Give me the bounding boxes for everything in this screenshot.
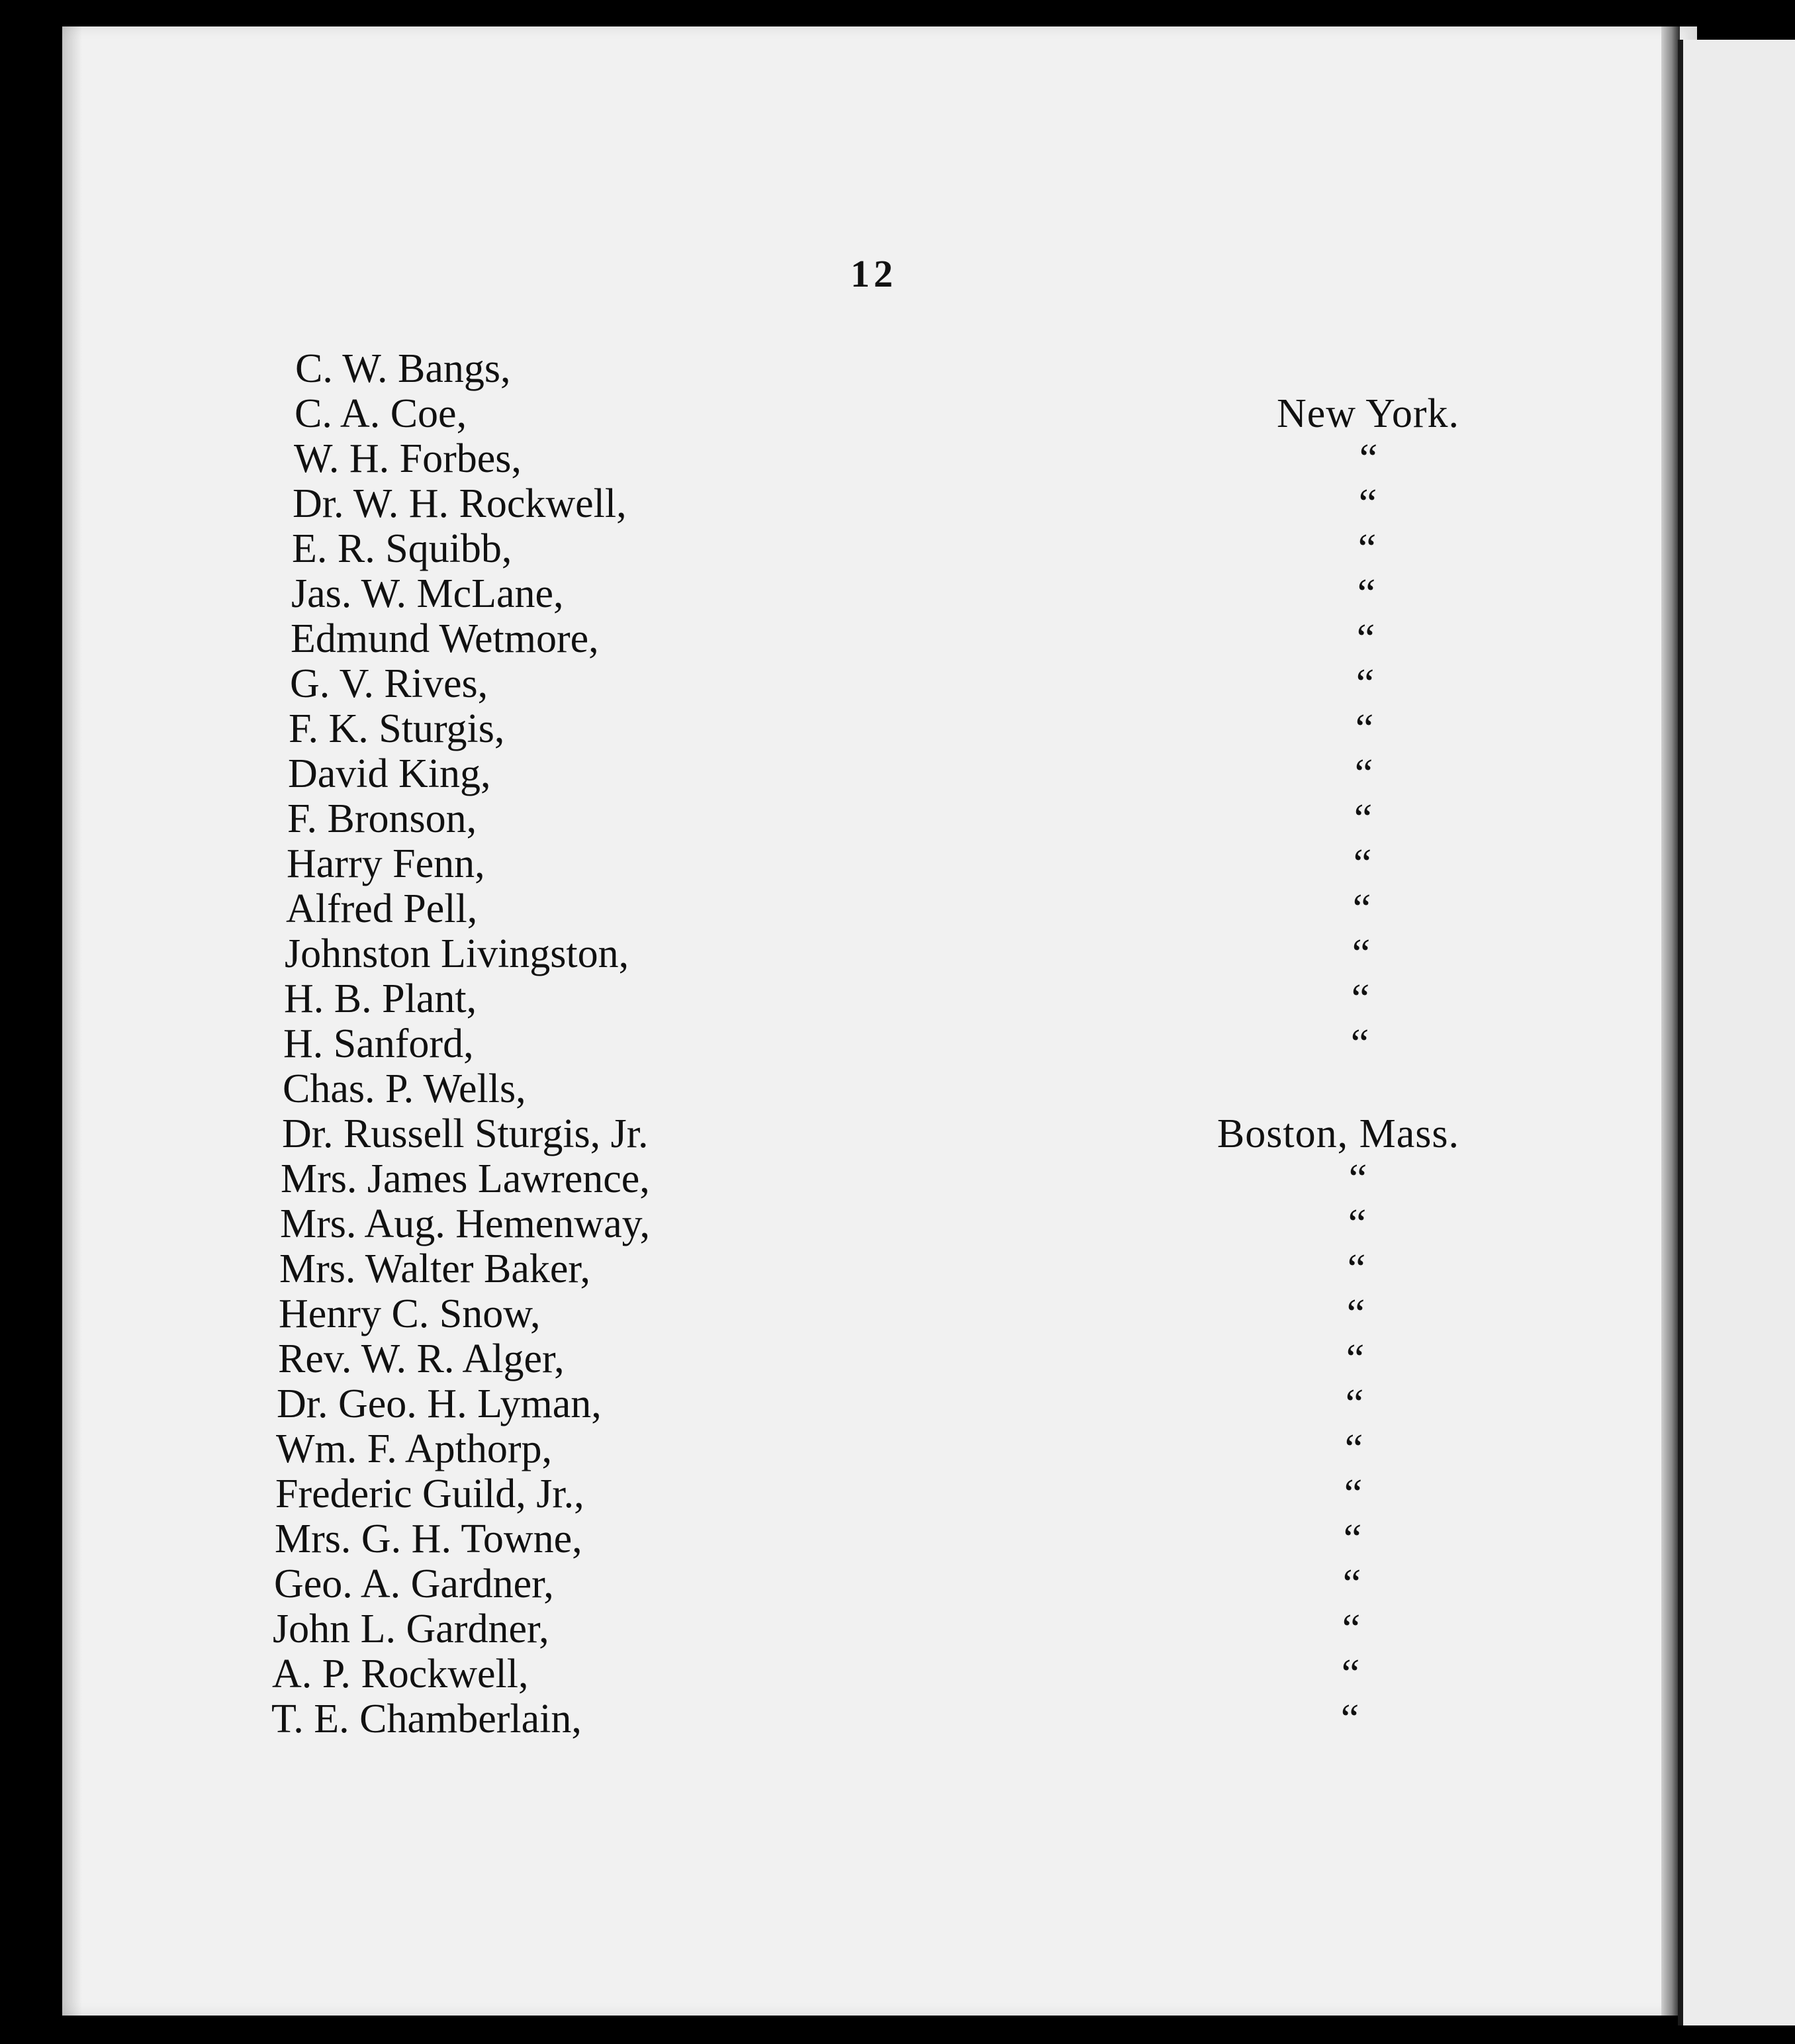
entry-name: Dr. W. H. Rockwell,	[293, 481, 627, 526]
list-entry	[0, 391, 1795, 437]
list-entry	[0, 1246, 1795, 1292]
list-entry	[0, 1561, 1795, 1607]
entry-name: Mrs. Aug. Hemenway,	[280, 1201, 651, 1246]
entry-name: H. B. Plant,	[284, 976, 477, 1021]
entry-place: Boston, Mass.	[1217, 1111, 1459, 1156]
list-entry	[0, 1696, 1795, 1742]
ditto-mark: “	[1342, 1606, 1361, 1651]
list-entry	[0, 841, 1795, 887]
list-entry	[0, 931, 1795, 977]
list-entry	[0, 886, 1795, 932]
entry-name: F. K. Sturgis,	[289, 706, 505, 751]
list-entry	[0, 1471, 1795, 1517]
ditto-mark: “	[1357, 571, 1377, 616]
ditto-mark: “	[1348, 1201, 1367, 1246]
entry-name: H. Sanford,	[283, 1021, 474, 1066]
list-entry	[0, 1066, 1795, 1112]
list-entry	[0, 1201, 1795, 1247]
ditto-mark: “	[1348, 1156, 1368, 1201]
entry-name: Chas. P. Wells,	[283, 1066, 526, 1111]
list-entry	[0, 1111, 1795, 1157]
entry-name: A. P. Rockwell,	[272, 1651, 529, 1696]
entry-name: C. W. Bangs,	[295, 346, 511, 391]
ditto-mark: “	[1354, 796, 1373, 841]
list-entry	[0, 751, 1795, 797]
list-entry	[0, 1651, 1795, 1697]
entry-name: Harry Fenn,	[287, 841, 485, 886]
entry-name: John L. Gardner,	[273, 1606, 549, 1651]
ditto-mark: “	[1346, 1336, 1365, 1381]
entry-name: Dr. Geo. H. Lyman,	[277, 1381, 602, 1426]
list-entry	[0, 526, 1795, 572]
entry-name: Johnston Livingston,	[285, 931, 629, 976]
list-entry	[0, 346, 1795, 392]
ditto-mark: “	[1342, 1561, 1362, 1606]
list-entry	[0, 1021, 1795, 1067]
page-number: 12	[851, 252, 897, 295]
list-entry	[0, 1336, 1795, 1382]
entry-name: E. R. Squibb,	[292, 526, 512, 571]
ditto-mark: “	[1356, 616, 1376, 661]
entry-name: Frederic Guild, Jr.,	[275, 1471, 584, 1516]
entry-name: Wm. F. Apthorp,	[276, 1426, 552, 1471]
ditto-mark: “	[1352, 931, 1371, 976]
entry-name: David King,	[288, 751, 491, 796]
ditto-mark: “	[1358, 526, 1377, 571]
entry-name: W. H. Forbes,	[294, 436, 522, 481]
list-entry	[0, 1516, 1795, 1562]
entry-name: Mrs. G. H. Towne,	[275, 1516, 582, 1561]
entry-name: C. A. Coe,	[295, 391, 467, 436]
list-entry	[0, 1156, 1795, 1202]
ditto-mark: “	[1359, 436, 1379, 481]
list-entry	[0, 571, 1795, 617]
list-entry	[0, 1381, 1795, 1427]
ditto-mark: “	[1341, 1651, 1361, 1696]
list-entry	[0, 796, 1795, 842]
ditto-mark: “	[1344, 1471, 1363, 1516]
list-entry	[0, 706, 1795, 752]
ditto-mark: “	[1358, 481, 1378, 526]
entry-name: Edmund Wetmore,	[291, 616, 599, 661]
ditto-mark: “	[1347, 1246, 1367, 1291]
list-entry	[0, 616, 1795, 662]
list-entry	[0, 1426, 1795, 1472]
ditto-mark: “	[1345, 1381, 1365, 1426]
entry-name: Rev. W. R. Alger,	[278, 1336, 565, 1381]
entry-name: Jas. W. McLane,	[291, 571, 564, 616]
ditto-mark: “	[1355, 706, 1375, 751]
entry-name: Henry C. Snow,	[279, 1291, 541, 1336]
entry-name: Geo. A. Gardner,	[274, 1561, 554, 1606]
entry-name: Mrs. Walter Baker,	[279, 1246, 591, 1291]
ditto-mark: “	[1343, 1516, 1363, 1561]
ditto-mark: “	[1340, 1696, 1360, 1742]
list-entry	[0, 976, 1795, 1022]
ditto-mark: “	[1346, 1291, 1366, 1336]
ditto-mark: “	[1350, 1021, 1370, 1066]
entry-name: Mrs. James Lawrence,	[281, 1156, 650, 1201]
ditto-mark: “	[1353, 841, 1373, 886]
list-entry	[0, 481, 1795, 527]
ditto-mark: “	[1351, 976, 1371, 1021]
entry-name: T. E. Chamberlain,	[271, 1696, 582, 1742]
entry-name: G. V. Rives,	[290, 661, 488, 706]
ditto-mark: “	[1354, 751, 1374, 796]
list-entry	[0, 1291, 1795, 1337]
list-entry	[0, 661, 1795, 707]
entry-name: F. Bronson,	[287, 796, 477, 841]
list-entry	[0, 436, 1795, 482]
entry-place: New York.	[1277, 391, 1459, 436]
entry-name: Alfred Pell,	[286, 886, 478, 931]
entry-name: Dr. Russell Sturgis, Jr.	[282, 1111, 649, 1156]
ditto-mark: “	[1344, 1426, 1364, 1471]
list-entry	[0, 1606, 1795, 1652]
ditto-mark: “	[1356, 661, 1375, 706]
ditto-mark: “	[1352, 886, 1372, 931]
